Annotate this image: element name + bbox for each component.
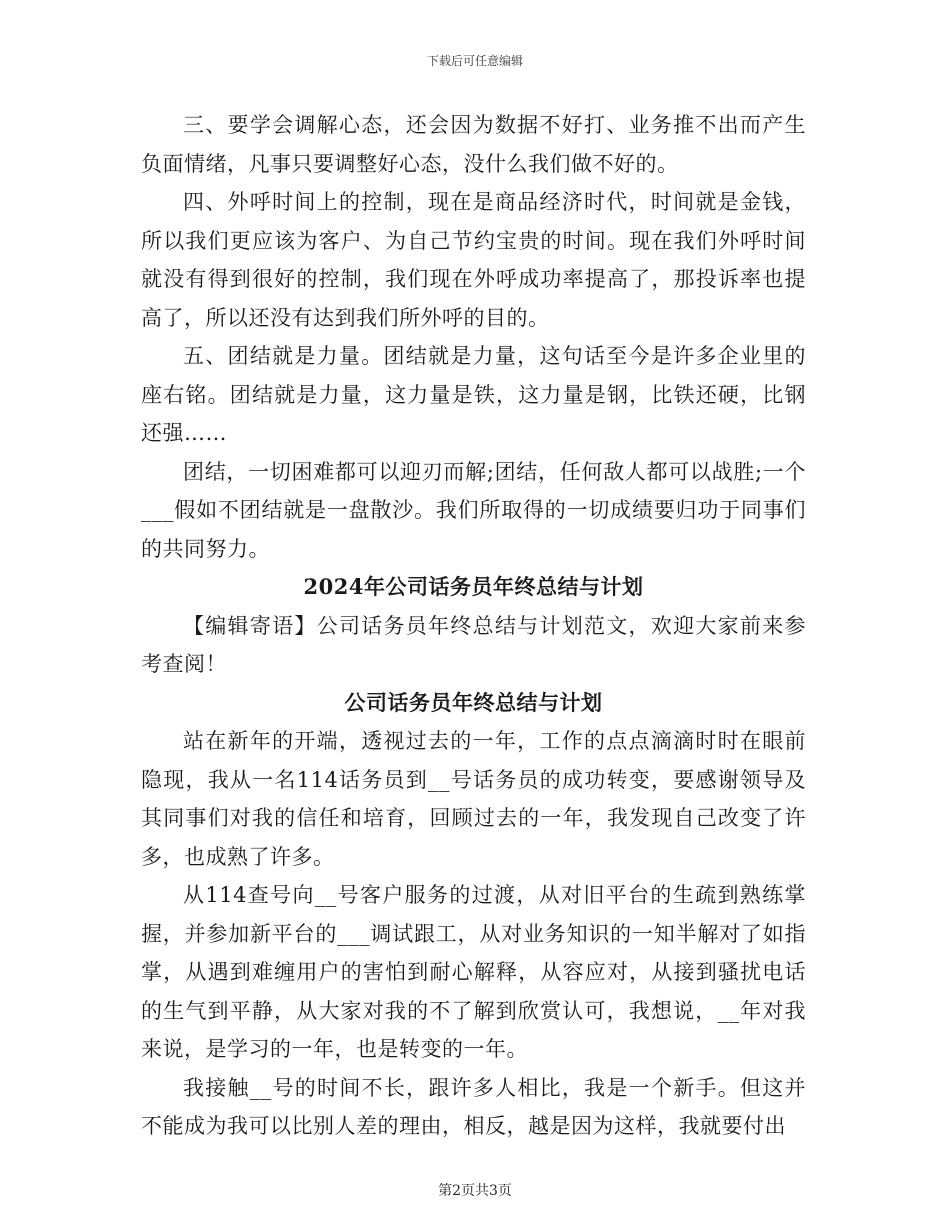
paragraph-unity: 团结，一切困难都可以迎刃而解;团结，任何敌人都可以战胜;一个___假如不团结就是一盘散沙。我们所取得的一切成绩要归功于同事们的共同努力。: [141, 459, 806, 561]
editor-note: 【编辑寄语】公司话务员年终总结与计划范文，欢迎大家前来参考查阅！: [141, 613, 806, 676]
page-header: 下载后可任意编辑: [426, 54, 523, 68]
article-paragraph: 站在新年的开端，透视过去的一年，工作的点点滴滴时时在眼前隐现，我从一名114话务员到__号话务员的成功转变，要感谢领导及其同事们对我的信任和培育，回顾过去的一年，我发现自己改变了许多，也成熟了许多。: [141, 729, 806, 869]
article-title: 2024年公司话务员年终总结与计划: [303, 574, 644, 599]
paragraph-point-five: 五、团结就是力量。团结就是力量，这句话至今是许多企业里的座右铭。团结就是力量，这力量是铁，这力量是钢，比铁还硬，比钢还强……: [141, 344, 806, 445]
document-body: [141, 106, 806, 1146]
paragraph-point-three: 三、要学会调解心态，还会因为数据不好打、业务推不出而产生负面情绪，凡事只要调整好心态，没什么我们做不好的。: [141, 113, 806, 176]
article-paragraph: 我接触__号的时间不长，跟许多人相比，我是一个新手。但这并不能成为我可以比别人差的理由，相反，越是因为这样，我就要付出: [141, 1075, 806, 1138]
page-number: 第2页共3页: [438, 1183, 512, 1199]
paragraph-point-four: 四、外呼时间上的控制，现在是商品经济时代，时间就是金钱，所以我们更应该为客户、为自己节约宝贵的时间。现在我们外呼时间就没有得到很好的控制，我们现在外呼成功率提高了，那投诉率也提高了，所以还没有达到我们所外呼的目的。: [141, 190, 806, 330]
article-paragraph: 从114查号向__号客户服务的过渡，从对旧平台的生疏到熟练掌握，并参加新平台的___调试跟工，从对业务知识的一知半解对了如指掌，从遇到难缠用户的害怕到耐心解释，从容应对，从接到骚扰电话的生气到平静，从大家对我的不了解到欣赏认可，我想说，__年对我来说，是学习的一年，也是转变的一年。: [141, 883, 806, 1061]
article-subtitle: 公司话务员年终总结与计划: [344, 689, 603, 715]
